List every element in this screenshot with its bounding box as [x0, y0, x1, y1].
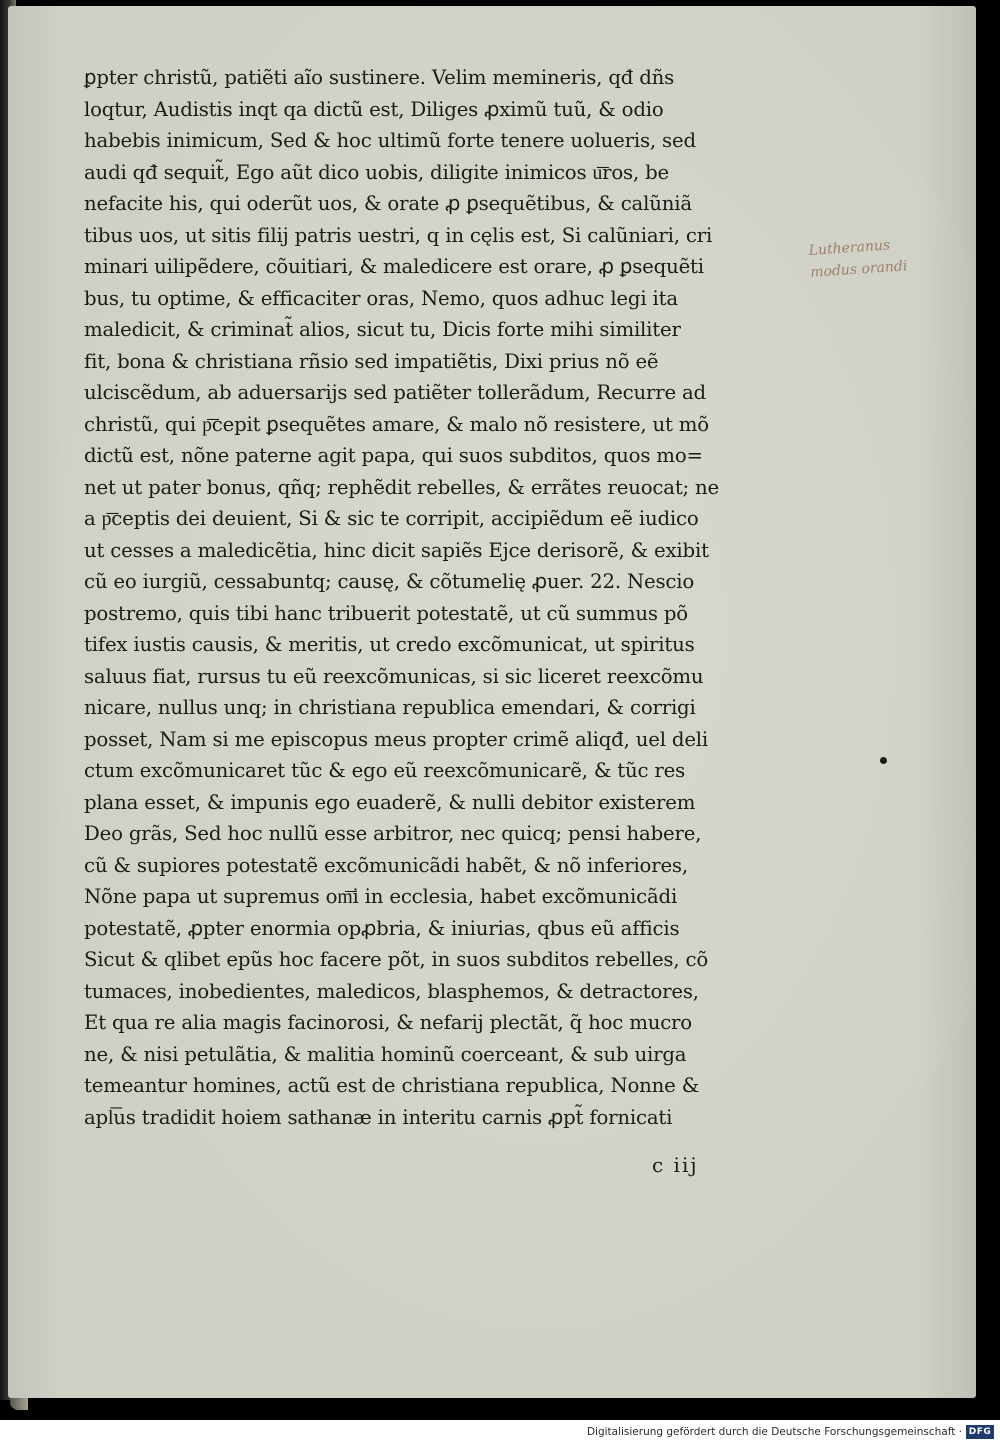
text-line: ut cesses a maledicẽtia, hinc dicit sapiẽs Ejce derisorẽ, & exibit	[84, 537, 709, 562]
text-line: tibus uos, ut sitis filij patris uestri, q in cęlis est, Si calũniari, cri	[84, 222, 713, 247]
text-line: maledicit, & criminat̃ alios, sicut tu, Dicis forte mihi similiter	[84, 317, 681, 341]
text-line: minari uilipẽdere, cõuitiari, & maledicere est orare, ꝓ ꝑsequẽti	[84, 254, 704, 278]
text-line: Nõne papa ut supremus om͞i in ecclesia, habet excõmunicãdi	[84, 884, 678, 908]
dfg-logo: DFG	[966, 1425, 994, 1439]
text-line: ꝑpter christũ, patiẽti aĩo sustinere. Velim memineris, qđ dñs	[84, 65, 675, 89]
text-line: tumaces, inobedientes, maledicos, blasphemos, & detractores,	[84, 978, 699, 1003]
text-line: ctum excõmunicaret tũc & ego eũ reexcõmunicarẽ, & tũc res	[84, 758, 686, 782]
text-line: saluus fiat, rursus tu eũ reexcõmunicas, si sic liceret reexcõmu	[84, 663, 704, 688]
marginal-note-line: modus orandi	[809, 258, 908, 281]
text-line: Et qua re alia magis facinorosi, & nefarij plectãt, q̃ hoc mucro	[84, 1010, 692, 1034]
text-line: bus, tu optime, & efficaciter oras, Nemo, quos adhuc legi ita	[84, 285, 678, 310]
text-line: nicare, nullus unq; in christiana republica emendari, & corrigi	[84, 695, 696, 719]
text-line: potestatẽ, ꝓpter enormia opꝓbria, & iniurias, qbus eũ afficis	[84, 915, 680, 940]
text-line: tifex iustis causis, & meritis, ut credo excõmunicat, ut spiritus	[84, 632, 695, 656]
marginal-note-line: Lutheranus	[808, 237, 891, 259]
text-line: Sicut & qlibet epũs hoc facere põt, in suos subditos rebelles, cõ	[84, 947, 709, 971]
body-text	[84, 62, 784, 1133]
text-line: Deo grãs, Sed hoc nullũ esse arbitror, nec quicq; pensi habere,	[84, 821, 702, 845]
ink-spot	[880, 757, 887, 764]
text-line: posset, Nam si me episcopus meus propter crimẽ aliqđ, uel deli	[84, 726, 709, 751]
text-line: ulciscẽdum, ab aduersarijs sed patiẽter tollerãdum, Recurre ad	[84, 380, 706, 404]
text-line: christũ, qui p͞cepit ꝑsequẽtes amare, & malo nõ resistere, ut mõ	[84, 411, 709, 436]
text-line: a p͞ceptis dei deuient, Si & sic te corripit, accipiẽdum eẽ iudico	[84, 506, 699, 530]
text-line: fit, bona & christiana rñsio sed impatiẽtis, Dixi prius nõ eẽ	[84, 348, 659, 373]
text-line: habebis inimicum, Sed & hoc ultimũ forte tenere uolueris, sed	[84, 128, 696, 152]
signature-mark: c iij	[652, 1153, 699, 1177]
text-line: temeantur homines, actũ est de christiana republica, Nonne &	[84, 1073, 700, 1097]
text-line: apl͞us tradidit hoiem sathanæ in interitu carnis ꝓpt̃ fornicati	[84, 1104, 673, 1129]
digitization-footer	[0, 1420, 1000, 1446]
text-line: cũ & supiores potestatẽ excõmunicãdi habẽt, & nõ inferiores,	[84, 852, 688, 877]
text-line: nefacite his, qui oderũt uos, & orate ꝓ ꝑsequẽtibus, & calũniã	[84, 191, 692, 215]
text-line: plana esset, & impunis ego euaderẽ, & nulli debitor existerem	[84, 789, 696, 814]
footer-credit: Digitalisierung gefördert durch die Deutsche Forschungsgemeinschaft ·	[586, 1426, 962, 1438]
text-line: audi qđ sequit̃, Ego aũt dico uobis, diligite inimicos u͞ros, be	[84, 159, 669, 184]
text-line: cũ eo iurgiũ, cessabuntq; causę, & cõtumelię ꝓuer. 22. Nescio	[84, 569, 695, 593]
text-line: postremo, quis tibi hanc tribuerit potestatẽ, ut cũ summus põ	[84, 600, 688, 625]
text-line: loqtur, Audistis inqt qa dictũ est, Diliges ꝓximũ tuũ, & odio	[84, 96, 664, 121]
text-line: net ut pater bonus, qñq; rephẽdit rebelles, & errãtes reuocat; ne	[84, 474, 720, 499]
text-line: dictũ est, nõne paterne agit papa, qui suos subditos, quos mo=	[84, 443, 703, 467]
text-line: ne, & nisi petulãtia, & malitia hominũ coerceant, & sub uirga	[84, 1041, 687, 1066]
